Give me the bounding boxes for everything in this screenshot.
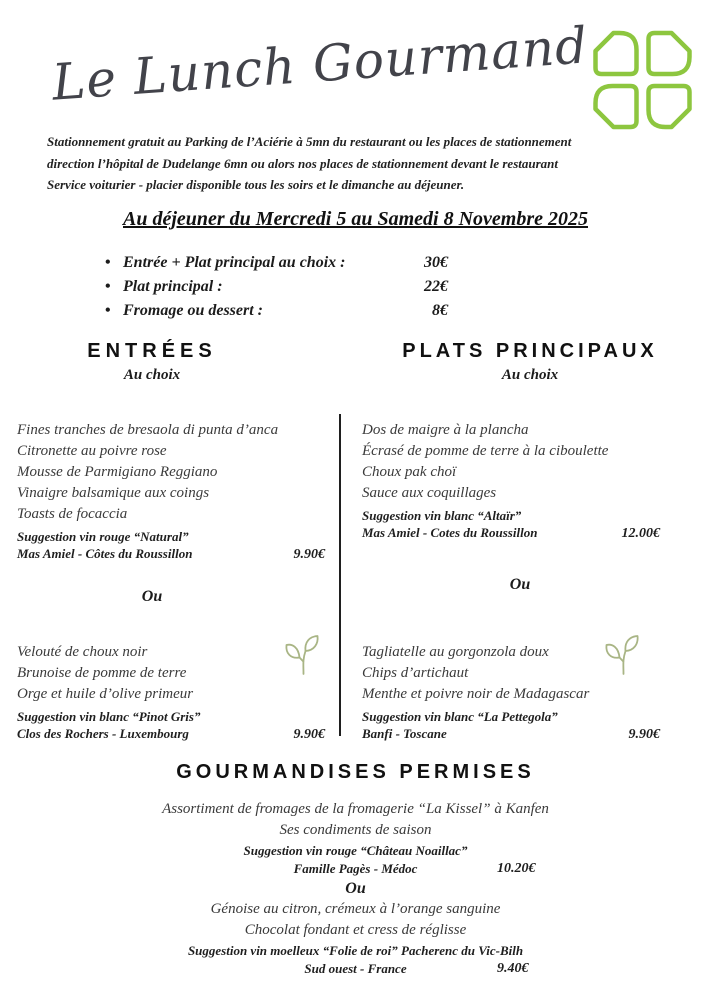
formula-label: Plat principal : <box>123 278 223 295</box>
wine-producer-row <box>362 725 660 743</box>
dish-line: Écrasé de pomme de terre à la ciboulette <box>362 443 609 459</box>
dish-line: Assortiment de fromages de la fromagerie “La Kissel” à Kanfen <box>162 801 549 817</box>
dish-line: Tagliatelle au gorgonzola doux <box>362 644 549 660</box>
wine-producer: Clos des Rochers - Luxembourg <box>17 726 189 741</box>
wine-producer-row <box>362 524 660 542</box>
wine-suggestion: Suggestion vin blanc “Altaïr” <box>362 508 522 523</box>
bullet-icon: • <box>105 278 111 295</box>
entrees-or-separator: Ou <box>141 588 163 605</box>
dish-line: Chips d’artichaut <box>362 665 469 681</box>
formula-price: 30€ <box>424 254 448 271</box>
wine-price: 9.40€ <box>497 961 529 976</box>
vegetarian-sprout-icon <box>604 634 641 675</box>
dish-line: Menthe et poivre noir de Madagascar <box>362 686 590 702</box>
bullet-icon: • <box>105 302 111 319</box>
parking-info-paragraph <box>47 131 677 196</box>
wine-price: 12.00€ <box>621 526 660 541</box>
wine-producer-row <box>17 545 325 563</box>
dish-line: Toasts de focaccia <box>17 506 128 522</box>
formula-price-list <box>105 251 448 323</box>
dish-line: Choux pak choï <box>362 464 457 480</box>
column-divider <box>339 414 341 736</box>
plats-section-title: PLATS PRINCIPAUX <box>402 340 658 362</box>
wine-producer: Sud ouest - France <box>304 961 407 976</box>
wine-producer: Famille Pagès - Médoc <box>293 861 418 876</box>
wine-producer-row <box>17 725 325 743</box>
dish-line: Velouté de choux noir <box>17 644 148 660</box>
entrees-dish-1 <box>17 420 325 563</box>
formula-label: Fromage ou dessert : <box>123 302 263 319</box>
entrees-section-title: ENTRÉES <box>87 340 217 362</box>
wine-producer: Mas Amiel - Côtes du Roussillon <box>17 546 193 561</box>
wine-producer: Mas Amiel - Cotes du Roussillon <box>362 525 538 540</box>
dessert-course <box>0 899 711 977</box>
dish-line: Brunoise de pomme de terre <box>17 665 187 681</box>
wine-price: 10.20€ <box>497 861 536 876</box>
dish-line: Orge et huile d’olive primeur <box>17 686 194 702</box>
gourmandises-or-separator: Ou <box>345 880 366 897</box>
plats-or-separator: Ou <box>509 576 531 593</box>
wine-price: 9.90€ <box>293 727 325 742</box>
dish-line: Citronette au poivre rose <box>17 443 167 459</box>
gourmandises-section-title: GOURMANDISES PERMISES <box>176 761 535 783</box>
dish-line: Ses condiments de saison <box>279 822 432 838</box>
formula-row <box>105 275 448 299</box>
dish-line: Sauce aux coquillages <box>362 485 497 501</box>
vegetarian-sprout-icon <box>284 634 321 675</box>
formula-row <box>105 251 448 275</box>
parking-info-line: Service voiturier - placier disponible tous les soirs et le dimanche au déjeuner. <box>47 177 465 192</box>
dish-line: Chocolat fondant et cress de réglisse <box>244 922 467 938</box>
formula-row <box>105 299 448 323</box>
wine-producer-row <box>0 860 711 877</box>
dish-line: Vinaigre balsamique aux coings <box>17 485 210 501</box>
wine-suggestion: Suggestion vin rouge “Natural” <box>17 529 189 544</box>
wine-producer: Banfi - Toscane <box>362 726 447 741</box>
entrees-section-subtitle: Au choix <box>123 367 181 383</box>
formula-price: 22€ <box>424 278 448 295</box>
cheese-course <box>0 799 711 877</box>
dish-line: Fines tranches de bresaola di punta d’anca <box>17 422 279 438</box>
wine-suggestion: Suggestion vin blanc “Pinot Gris” <box>17 709 201 724</box>
clover-logo-icon <box>590 30 695 130</box>
bullet-icon: • <box>105 254 111 271</box>
formula-label: Entrée + Plat principal au choix : <box>123 254 346 271</box>
entrees-dish-2 <box>17 642 325 743</box>
wine-price: 9.90€ <box>293 547 325 562</box>
wine-price: 9.90€ <box>628 727 660 742</box>
restaurant-title: Le Lunch Gourmand <box>50 16 590 112</box>
dish-line: Génoise au citron, crémeux à l’orange sanguine <box>210 901 501 917</box>
dish-line: Dos de maigre à la plancha <box>362 422 529 438</box>
formula-price: 8€ <box>432 302 448 319</box>
menu-date-heading: Au déjeuner du Mercredi 5 au Samedi 8 Novembre 2025 <box>123 208 588 230</box>
wine-suggestion: Suggestion vin moelleux “Folie de roi” Pacherenc du Vic-Bilh <box>187 943 524 958</box>
plats-section-subtitle: Au choix <box>501 367 559 383</box>
wine-suggestion: Suggestion vin blanc “La Pettegola” <box>362 709 558 724</box>
parking-info-line: direction l’hôpital de Dudelange 6mn ou alors nos places de stationnement devant le restaurant <box>47 155 559 171</box>
wine-suggestion: Suggestion vin rouge “Château Noaillac” <box>243 843 468 858</box>
dish-line: Mousse de Parmigiano Reggiano <box>17 464 218 480</box>
plats-dish-1 <box>362 420 660 542</box>
wine-producer-row <box>0 960 711 977</box>
parking-info-line: Stationnement gratuit au Parking de l’Aciérie à 5mn du restaurant ou les places de stationnement <box>47 134 572 149</box>
